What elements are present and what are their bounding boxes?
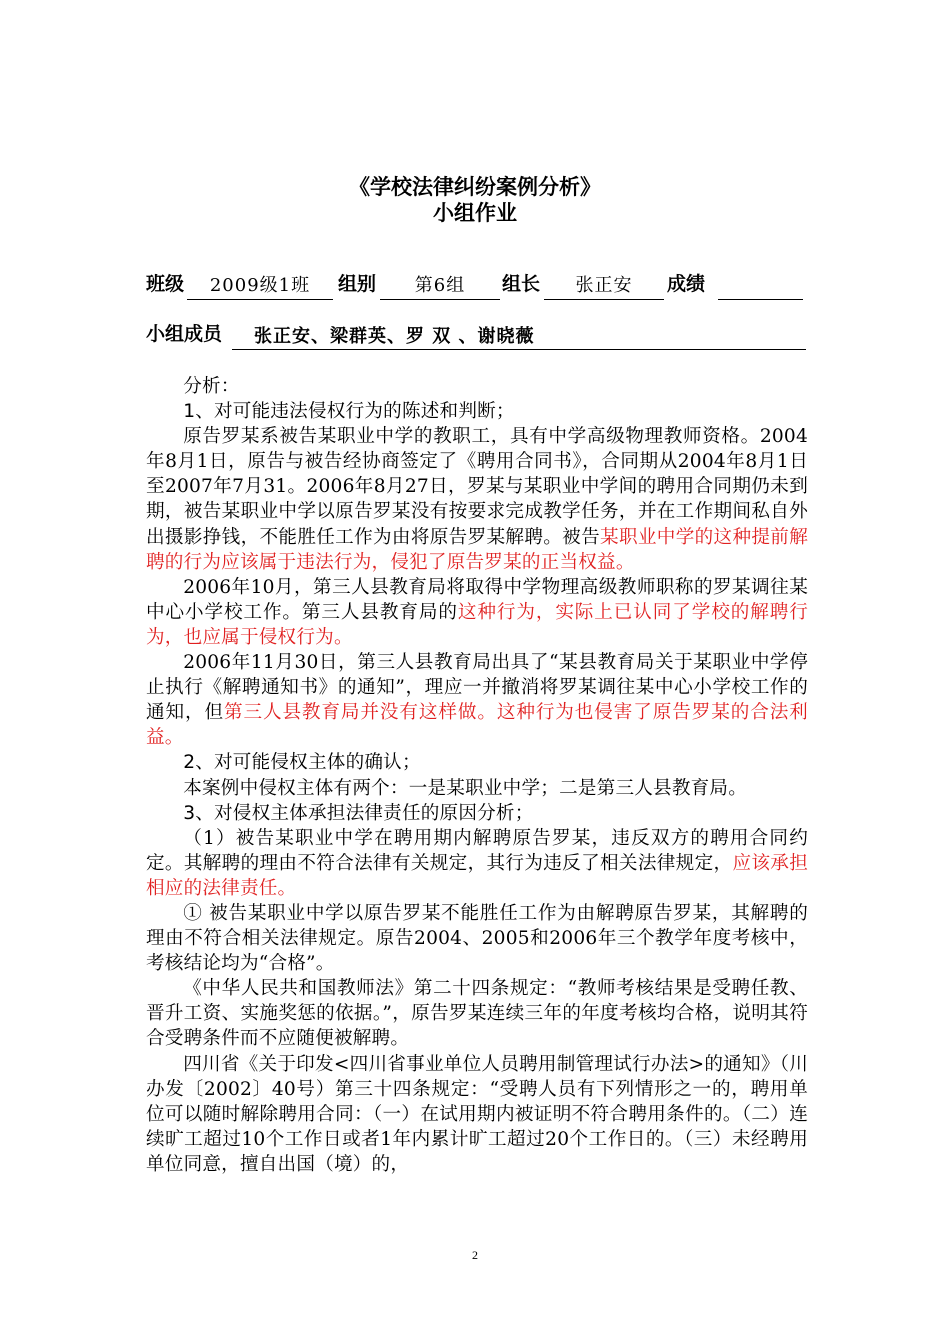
leader-field: 张正安 [544, 273, 664, 300]
group-field: 第6组 [380, 273, 500, 300]
highlight-text: 某职业中学的这种提前解聘的行为应该属于违法行为，侵犯了原告罗某的正当权益。 [146, 526, 808, 573]
analysis-body [146, 374, 808, 1177]
paragraph-6: ① 被告某职业中学以原告罗某不能胜任工作为由解聘原告罗某，其解聘的理由不符合相关法律规定。原告2004、2005和2006年三个教学年度考核中，考核结论均为“合格”。 [146, 902, 808, 975]
paragraph-2: 2006年10月，第三人县教育局将取得中学物理高级教师职称的罗某调往某中心小学校工作。第三人县教育局的这种行为，实际上已认同了学校的解聘行为，也应属于侵权行为。 [146, 576, 808, 648]
section-2-heading: 2、对可能侵权主体的确认； [183, 752, 421, 774]
members-label: 小组成员 [146, 323, 223, 345]
paragraph-8: 四川省《关于印发<四川省事业单位人员聘用制管理试行办法>的通知》（川办发〔2002〕40号）第三十四条规定：“受聘人员有下列情形之一的，聘用单位可以随时解除聘用合同：（一）在试用期内被证明不符合聘用条件的。（二）连续旷工超过10个工作日或者1年内累计旷工超过20个工作日的。（三）未经聘用单位同意，擅自出国（境）的， [146, 1053, 808, 1175]
document-subtitle: 小组作业 [433, 201, 517, 225]
paragraph-5: （1）被告某职业中学在聘用期内解聘原告罗某，违反双方的聘用合同约定。其解聘的理由不符合法律有关规定，其行为违反了相关法律规定，应该承担相应的法律责任。 [146, 827, 808, 899]
paragraph-1: 原告罗某系被告某职业中学的教职工，具有中学高级物理教师资格。2004年8月1日，原告与被告经协商签定了《聘用合同书》，合同期从2004年8月1日至2007年7月31。2006年8月27日，罗某与某职业中学间的聘用合同期仍未到期，被告某职业中学以原告罗某没有按要求完成教学任务，并在工作期间私自外出摄影挣钱，不能胜任工作为由将原告罗某解聘。被告某职业中学的这种提前解聘的行为应该属于违法行为，侵犯了原告罗某的正当权益。 [146, 426, 808, 573]
section-3-heading: 3、对侵权主体承担法律责任的原因分析； [183, 802, 534, 824]
score-field [718, 273, 803, 300]
page-number: 2 [472, 1248, 478, 1262]
group-label: 组别 [338, 273, 377, 295]
leader-label: 组长 [502, 273, 541, 295]
section-1-heading: 1、对可能违法侵权行为的陈述和判断； [183, 401, 515, 423]
highlight-text: 第三人县教育局并没有这样做。这种行为也侵害了原告罗某的合法利益。 [146, 702, 808, 749]
analysis-heading: 分析： [183, 376, 240, 397]
info-row [146, 270, 806, 300]
document-title: 《学校法律纠纷案例分析》 [349, 175, 601, 199]
class-field: 2009级1班 [187, 273, 333, 300]
paragraph-3: 2006年11月30日，第三人县教育局出具了“某县教育局关于某职业中学停止执行《解聘通知书》的通知”，理应一并撤消将罗某调往某中心小学校工作的通知，但第三人县教育局并没有这样做。这种行为也侵害了原告罗某的合法利益。 [146, 652, 808, 749]
score-label: 成绩 [667, 273, 706, 295]
highlight-text: 应该承担相应的法律责任。 [146, 852, 808, 899]
paragraph-4: 本案例中侵权主体有两个：一是某职业中学；二是第三人县教育局。 [183, 777, 748, 799]
paragraph-7: 《中华人民共和国教师法》第二十四条规定：“教师考核结果是受聘任教、晋升工资、实施奖惩的依据。”，原告罗某连续三年的年度考核均合格，说明其符合受聘条件而不应随便被解聘。 [146, 978, 808, 1050]
highlight-text: 这种行为，实际上已认同了学校的解聘行为，也应属于侵权行为。 [146, 601, 808, 648]
class-label: 班级 [146, 273, 185, 295]
members-row [146, 320, 806, 350]
members-field: 张正安、梁群英、罗 双 、谢晓薇 [232, 324, 806, 350]
